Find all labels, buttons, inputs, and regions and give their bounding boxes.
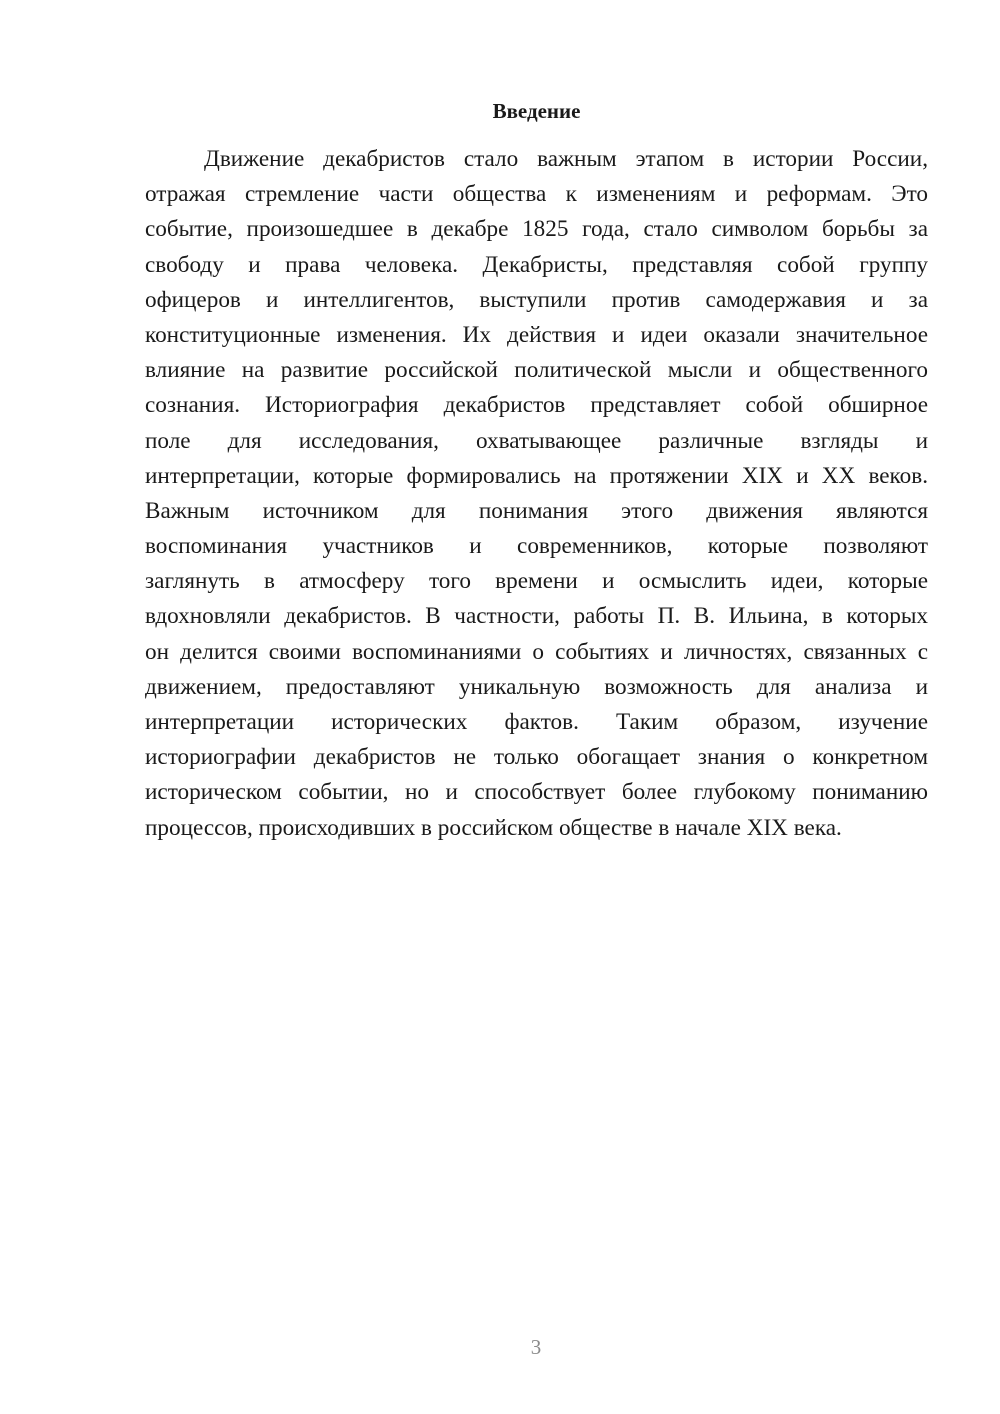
- paragraph-line: Важным источником для понимания этого движения являются: [145, 497, 928, 524]
- page-number: 3: [530, 1335, 542, 1359]
- paragraph-line: интерпретации исторических фактов. Таким образом, изучение: [145, 709, 928, 735]
- paragraph-line: заглянуть в атмосферу того времени и осмыслить идеи, которые: [145, 568, 928, 595]
- paragraph-line: влияние на развитие российской политической мысли и общественного: [145, 357, 928, 384]
- paragraph-line: историографии декабристов не только обогащает знания о конкретном: [145, 744, 928, 771]
- paragraph-line: отражая стремление части общества к изменениям и реформам. Это: [145, 181, 928, 208]
- paragraph-line: процессов, происходивших в российском обществе в начале XIX века.: [145, 814, 842, 841]
- section-heading: Введение: [492, 99, 581, 123]
- paragraph-line: событие, произошедшее в декабре 1825 года, стало символом борьбы за: [145, 216, 928, 243]
- body-paragraph: [145, 142, 928, 846]
- paragraph-line: он делится своими воспоминаниями о событиях и личностях, связанных с: [145, 638, 928, 665]
- paragraph-line: поле для исследования, охватывающее различные взгляды и: [145, 427, 928, 454]
- paragraph-line: вдохновляли декабристов. В частности, работы П. В. Ильина, в которых: [145, 603, 928, 630]
- paragraph-line: историческом событии, но и способствует более глубокому пониманию: [145, 779, 928, 806]
- paragraph-line: офицеров и интеллигентов, выступили против самодержавия и за: [145, 286, 928, 313]
- paragraph-line: Движение декабристов стало важным этапом в истории России,: [204, 146, 928, 172]
- paragraph-line: движением, предоставляют уникальную возможность для анализа и: [145, 673, 928, 700]
- paragraph-line: свободу и права человека. Декабристы, представляя собой группу: [145, 251, 928, 278]
- paragraph-line: воспоминания участников и современников, которые позволяют: [145, 533, 928, 560]
- paragraph-line: конституционные изменения. Их действия и идеи оказали значительное: [145, 321, 928, 348]
- paragraph-line: интерпретации, которые формировались на протяжении XIX и XX веков.: [145, 462, 928, 489]
- paragraph-line: сознания. Историография декабристов представляет собой обширное: [145, 392, 928, 419]
